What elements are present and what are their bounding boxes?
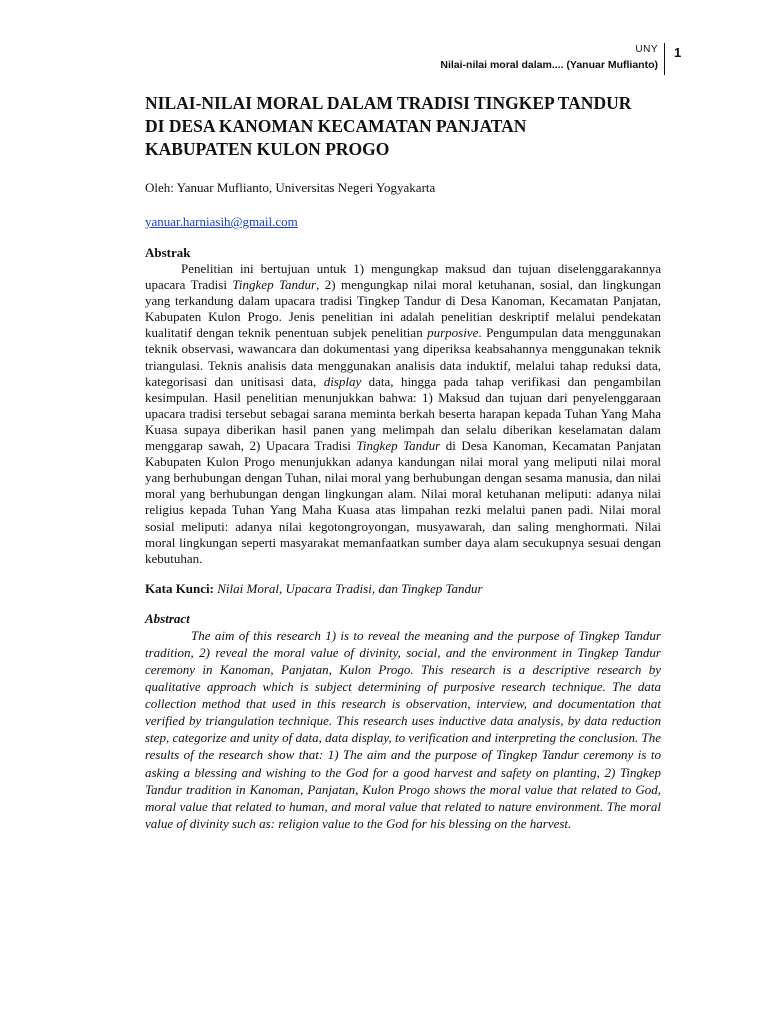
author-email-link[interactable]: yanuar.harniasih@gmail.com [145, 214, 298, 229]
abstrak-text-1: Penelitian ini bertujuan untuk 1) mengungkap maksud dan tujuan diselenggarakannya upacara Tradisi [145, 261, 661, 293]
keywords [145, 581, 661, 597]
abstrak-term-3: display [323, 373, 362, 389]
page-header [0, 43, 768, 83]
author-line: Oleh: Yanuar Muflianto, Universitas Negeri Yogyakarta [145, 180, 436, 195]
abstract-en-paragraph: The aim of this research 1) is to reveal the meaning and the purpose of Tingkep Tandur tradition, 2) reveal the moral value of divinity, social, and the environment in Tingkep Tandur ceremony in Kanoman, Panjatan, Kulon Progo. This research is a descriptive research by qualitative approach which is subject determining of purposive research technique. The data collection method that used in this research is observation, interview, and documentation that verified by triangulation technique. This research uses inductive data analysis, by data reduction step, categorize and unity of data, data display, to verification and interpreting the conclusion. The results of the research show that: 1) The aim and the purpose of Tingkep Tandur ceremony is to asking a blessing and wishing to the God for a good harvest and safety on planting, 2) Tingkep Tandur tradition in Kanoman, Panjatan, Kulon Progo shows the moral value that related to God, moral value that related to human, and moral value that related to nature environment. The moral value of divinity such as: religion value to the God for his blessing on the harvest. [145, 627, 661, 831]
abstrak-text-4: data, hingga pada tahap verifikasi dan pengambilan kesimpulan. Hasil penelitian menunjukkan bahwa: 1) Maksud dan tujuan dari penyelenggaraan upacara tradisi tersebut sebagai sarana meminta berkah beserta harapan kepada Tuhan Yang Maha Kuasa supaya diberikan hasil panen yang melimpah dan selalu diberikan keselamatan dalam menggarap sawah, 2) Upacara Tradisi [145, 373, 661, 454]
header-left [440, 43, 658, 73]
abstrak-term-2: purposive [427, 325, 479, 341]
abstract-en-heading: Abstract [145, 610, 190, 626]
paper-body [145, 92, 661, 832]
header-divider [664, 43, 665, 75]
title-line-1: NILAI-NILAI MORAL DALAM TRADISI TINGKEP TANDUR [145, 93, 632, 113]
header-running-title: Nilai-nilai moral dalam.... (Yanuar Muflianto) [440, 59, 658, 71]
abstrak-paragraph [145, 261, 661, 567]
abstrak-text-5: di Desa Kanoman, Kecamatan Panjatan Kabupaten Kulon Progo menunjukkan adanya kandungan nilai moral yang meliputi nilai moral yang berhubungan dengan Tuhan, nilai moral yang berhubungan dengan sesama manusia, dan nilai moral yang berhubungan dengan lingkungan alam. Nilai moral ketuhanan meliputi: adanya nilai religius kepada Tuhan Yang Maha Kuasa atas limpahan rezki melalui panen padi. Nilai moral sosial meliputi: adanya nilai kegotongroyongan, musyawarah, dan saling menghormati. Nilai moral lingkungan seperti masyarakat memanfaatkan sumber daya alam secukupnya sesuai dengan kebutuhan. [145, 438, 661, 566]
abstrak-text-3: . Pengumpulan data menggunakan teknik observasi, wawancara dan dokumentasi yang diperiksa keabsahannya menggunakan teknik triangulasi. Teknis analisis data menggunakan analisis data induktif, melalui tahap reduksi data, kategorisasi dan unitisasi data, [145, 325, 661, 389]
abstrak-text-2: , 2) mengungkap nilai moral ketuhanan, sosial, dan lingkungan yang terkandung dalam upacara tradisi Tingkep Tandur di Desa Kanoman, Kecamatan Panjatan, Kabupaten Kulon Progo. Jenis penelitian ini adalah penelitian deskriptif melalui pendekatan kualitatif dengan teknik penentuan subjek penelitian [145, 277, 661, 341]
page-number: 1 [674, 45, 682, 60]
paper-title [145, 92, 661, 161]
header-institution: UNY [635, 44, 658, 55]
abstrak-term-4: Tingkep Tandur [356, 438, 441, 454]
abstrak-term-1: Tingkep Tandur [232, 277, 317, 293]
keywords-label: Kata Kunci: [145, 580, 214, 596]
keywords-value: Nilai Moral, Upacara Tradisi, dan Tingkep Tandur [217, 580, 483, 596]
title-line-3: KABUPATEN KULON PROGO [145, 139, 390, 159]
title-line-2: DI DESA KANOMAN KECAMATAN PANJATAN [145, 116, 527, 136]
abstrak-heading: Abstrak [145, 245, 191, 260]
